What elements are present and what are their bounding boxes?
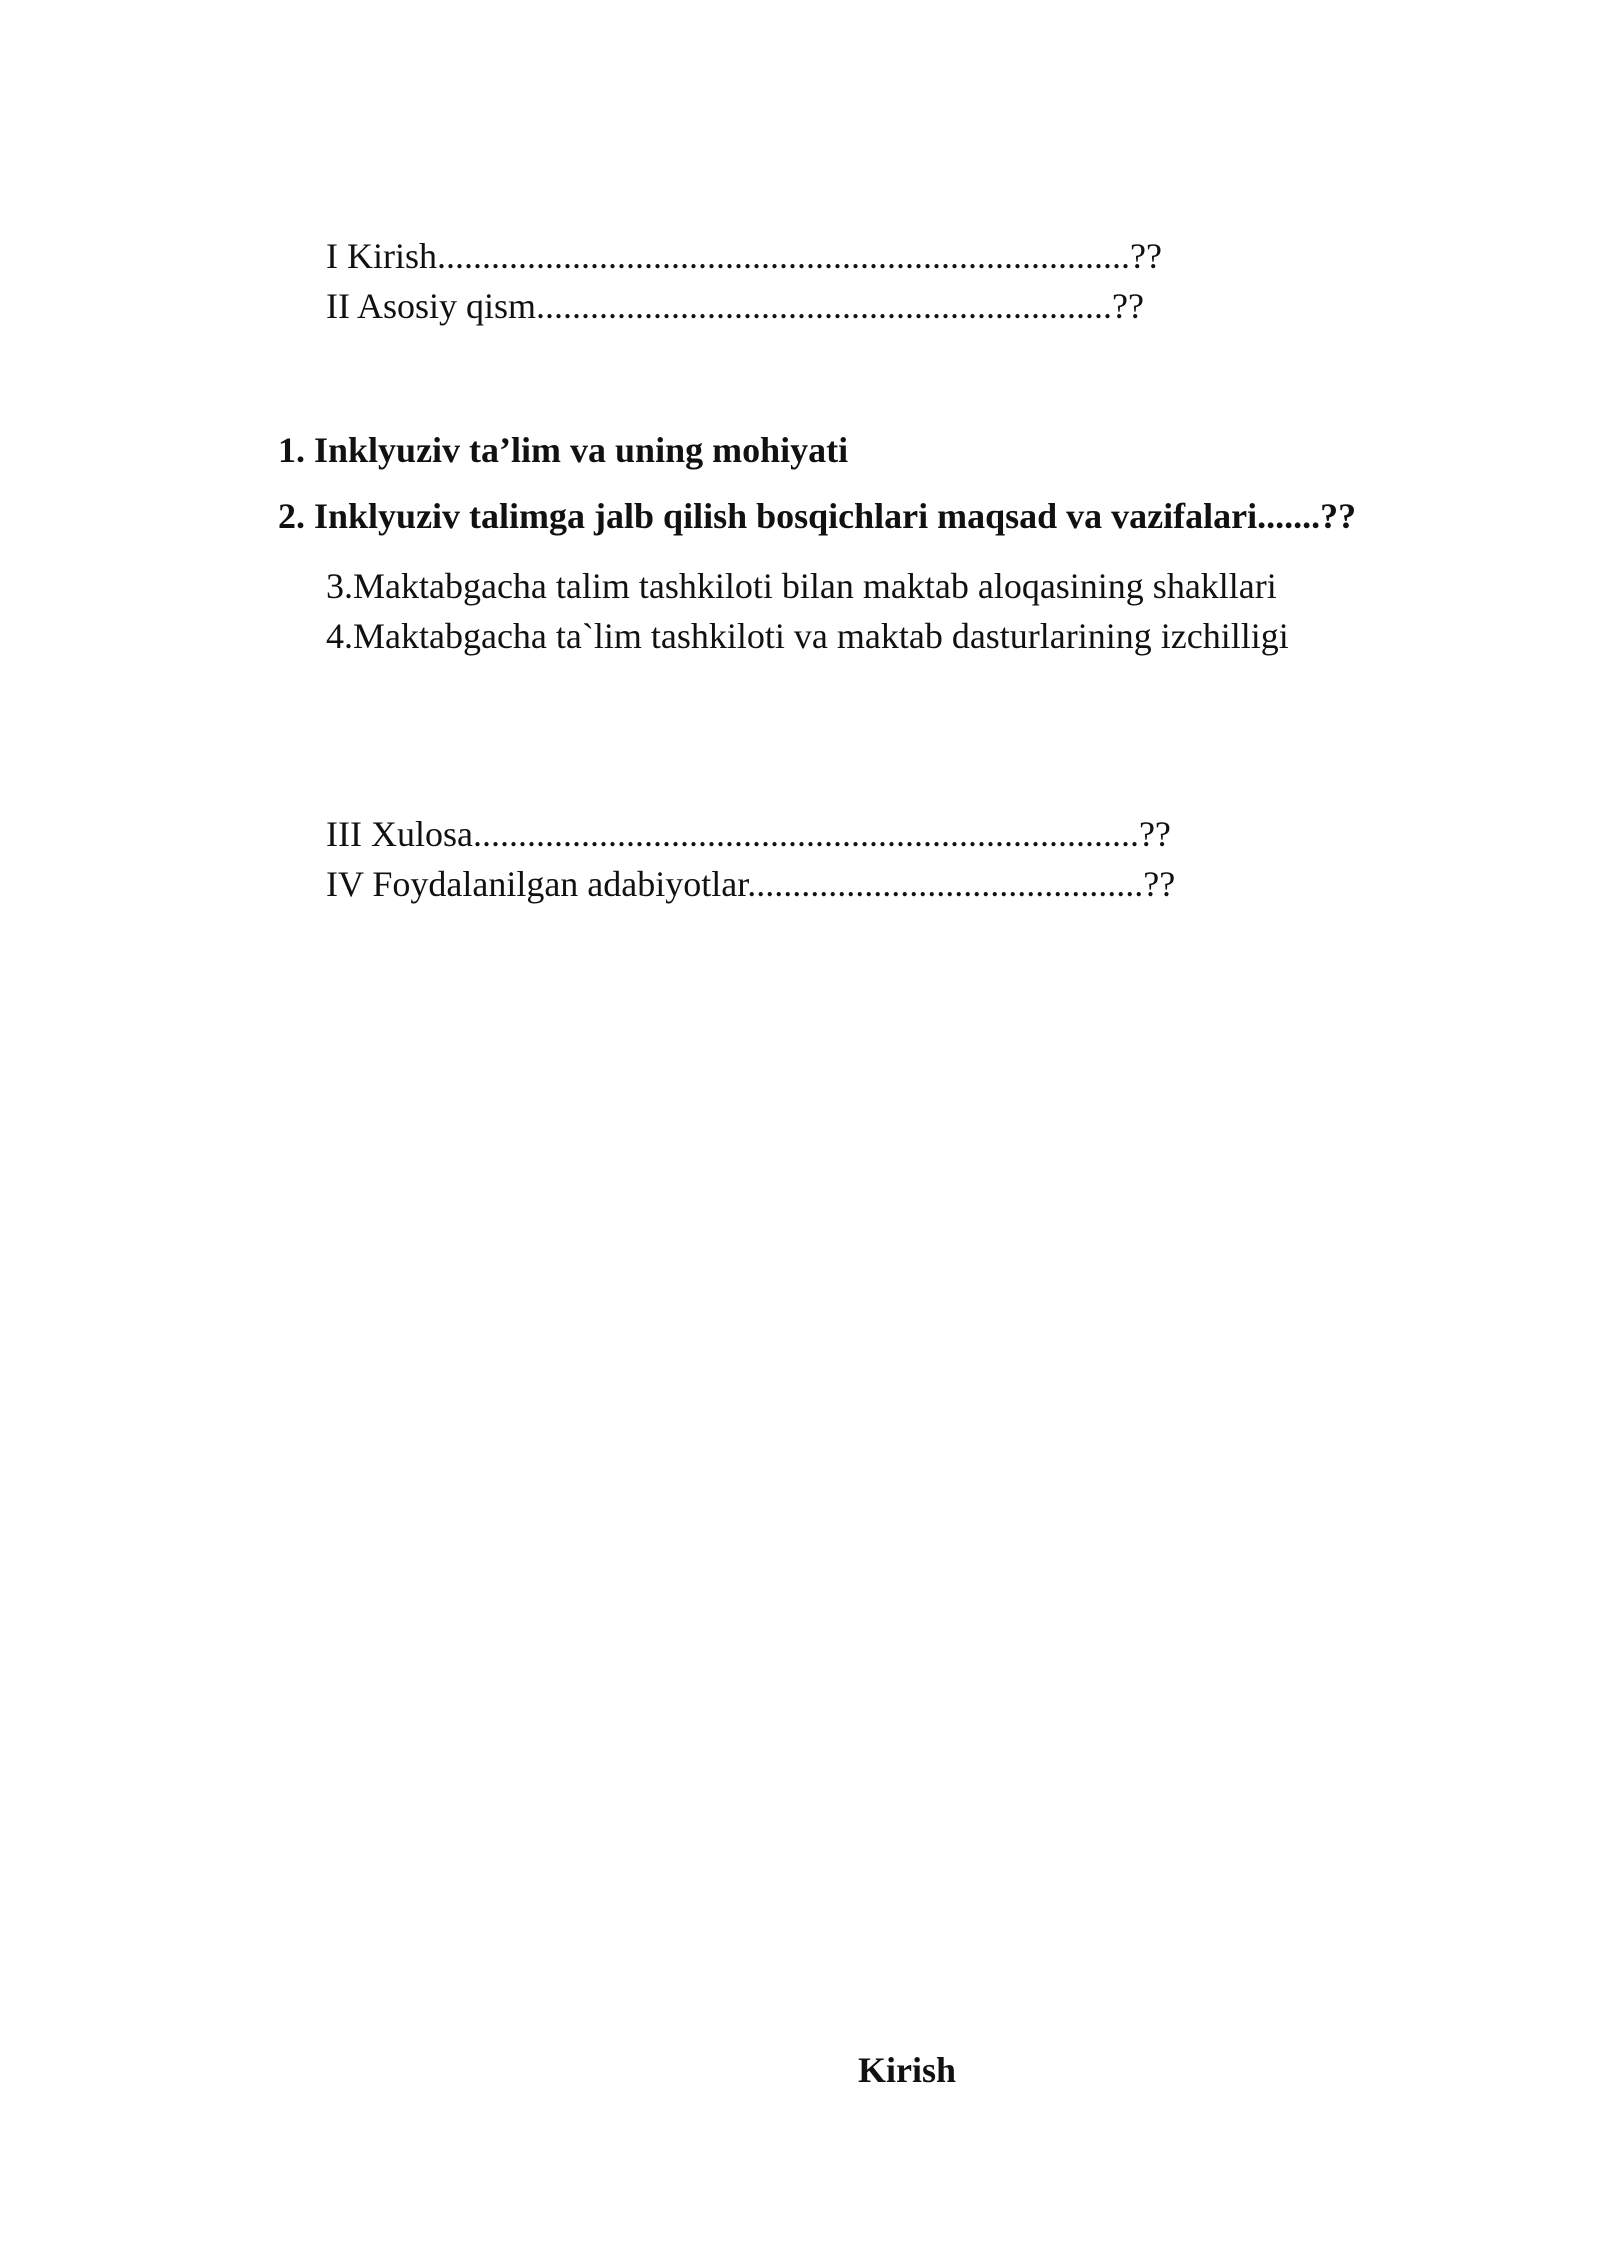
- toc-entry-references: IV Foydalanilgan adabiyotlar............................................??: [326, 864, 1176, 904]
- toc-section-4: 4.Maktabgacha ta`lim tashkiloti va maktab dasturlarining izchilligi: [326, 616, 1289, 656]
- page-heading: Kirish: [858, 2050, 957, 2090]
- toc-entry-intro: I Kirish.............................................................................??: [326, 236, 1162, 276]
- toc-entry-conclusion: III Xulosa..........................................................................??: [326, 814, 1171, 854]
- toc-entry-main-part: II Asosiy qism................................................................??: [326, 286, 1144, 326]
- toc-section-2: 2. Inklyuziv talimga jalb qilish bosqichlari maqsad va vazifalari.......??: [278, 496, 1357, 536]
- toc-section-3: 3.Maktabgacha talim tashkiloti bilan maktab aloqasining shakllari: [326, 566, 1277, 606]
- toc-section-1: 1. Inklyuziv ta’lim va uning mohiyati: [278, 430, 849, 470]
